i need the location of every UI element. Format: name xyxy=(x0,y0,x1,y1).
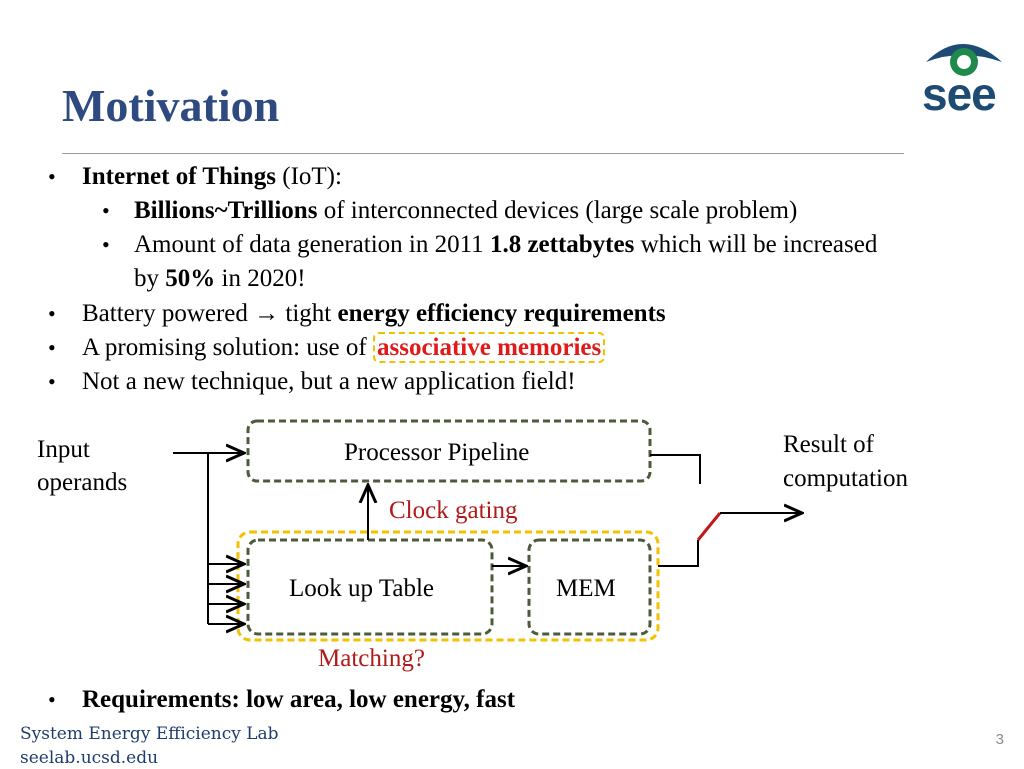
bullet-requirements-bold: Requirements: low area, low energy, fast xyxy=(82,686,516,713)
clock-gating-label: Clock gating xyxy=(389,497,518,524)
bullet-devices-bold: Billions~Trillions xyxy=(134,197,318,224)
bullet-battery-mid: tight xyxy=(279,300,338,327)
bullet-data-bold: 1.8 zettabytes xyxy=(489,231,635,258)
bullet-data-pre: Amount of data generation in 2011 xyxy=(134,231,490,258)
bullet-data-cont-pre: by xyxy=(134,265,166,292)
bullet-devices-rest: of interconnected devices (large scale problem) xyxy=(317,197,798,224)
associative-memories-highlight: associative memories xyxy=(373,332,605,363)
mux-switch xyxy=(698,513,720,540)
footer-lab-name: System Energy Efficiency Lab xyxy=(20,724,279,744)
input-label-line1: Input xyxy=(37,436,90,463)
result-label-line2: computation xyxy=(783,465,908,492)
arrow-right-icon: → xyxy=(254,300,280,327)
bullet-dot: • xyxy=(102,198,110,223)
bullet-solution-pre: A promising solution: use of xyxy=(82,334,373,361)
see-logo-text: see xyxy=(922,68,996,120)
bullet-new-field: Not a new technique, but a new application field! xyxy=(82,368,576,395)
page-number: 3 xyxy=(995,731,1004,748)
result-label-line1: Result of xyxy=(783,431,874,458)
processor-pipeline-label: Processor Pipeline xyxy=(344,439,530,466)
bullet-dot: • xyxy=(48,687,56,712)
input-label-line2: operands xyxy=(37,469,128,496)
bullet-dot: • xyxy=(48,335,56,360)
pipeline-output-line xyxy=(650,455,700,484)
mem-output-line xyxy=(658,540,698,566)
bullet-battery-bold: energy efficiency requirements xyxy=(337,300,666,327)
bullet-dot: • xyxy=(48,164,56,189)
bullet-iot-bold: Internet of Things xyxy=(82,163,277,190)
bullet-iot-rest: (IoT): xyxy=(276,163,342,190)
bullet-battery-pre: Battery powered xyxy=(82,300,255,327)
matching-label: Matching? xyxy=(318,645,425,672)
slide-title: Motivation xyxy=(62,80,280,131)
bullet-data-post: which will be increased xyxy=(634,231,878,258)
bullet-data-cont-post: in 2020! xyxy=(215,265,306,292)
bullet-dot: • xyxy=(102,232,110,257)
mem-label: MEM xyxy=(556,575,616,602)
bullet-dot: • xyxy=(48,369,56,394)
bullet-dot: • xyxy=(48,301,56,326)
input-operand-lines xyxy=(173,453,244,624)
lookup-table-label: Look up Table xyxy=(289,575,434,602)
bullet-data-cont-bold: 50% xyxy=(165,265,216,292)
footer-url[interactable]: seelab.ucsd.edu xyxy=(20,748,159,768)
